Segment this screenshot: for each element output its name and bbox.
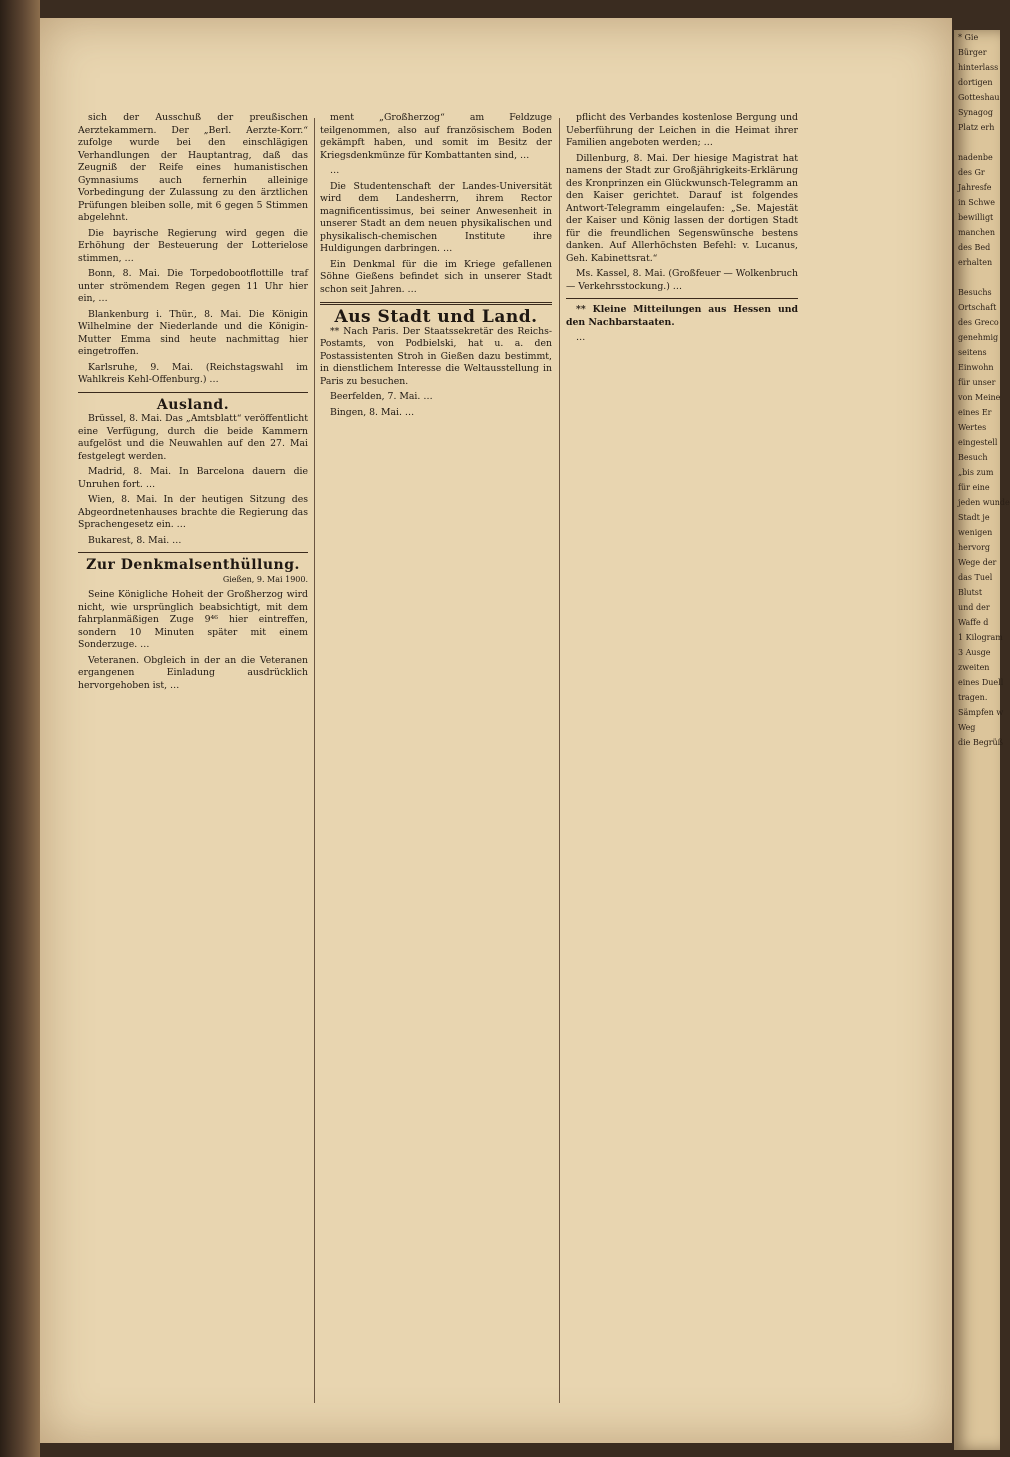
adjacent-page-line: Sämpfen w — [958, 708, 1004, 717]
adjacent-page-line: eines Er — [958, 408, 992, 417]
article-paragraph: Brüssel, 8. Mai. Das „Amtsblatt“ veröffentlicht eine Verfügung, durch die beide Kammern aufgelöst und die Neuwahlen auf den 27. Mai festgelegt werden. — [78, 413, 308, 462]
section-divider — [78, 392, 308, 393]
article-paragraph: … — [576, 332, 586, 343]
column-1 — [78, 112, 308, 1412]
article-paragraph: sich der Ausschuß der preußischen Aerztekammern. Der „Berl. Aerzte-Korr.“ zufolge wurde bei den einschlägigen Verhandlungen der Hauptantrag, daß das Zeugniß der Reife eines humanistischen Gymnasiums auch fernerhin alleinige Vorbedingung der Zulassung zu den ärztlichen Prüfungen bleiben solle, mit 6 gegen 5 Stimmen abgelehnt. — [78, 112, 308, 223]
article-paragraph: pflicht des Verbandes kostenlose Bergung und Ueberführung der Leichen in die Heimat ihrer Familien angeboten werden; … — [566, 112, 798, 148]
adjacent-page-line: „bis zum — [958, 468, 994, 477]
article-paragraph: Madrid, 8. Mai. In Barcelona dauern die Unruhen fort. … — [78, 466, 308, 490]
column-3 — [566, 112, 798, 1412]
article-paragraph: Die bayrische Regierung wird gegen die Erhöhung der Besteuerung der Lotterielose stimmen, … — [78, 227, 308, 264]
adjacent-page-line: bewilligt — [958, 213, 994, 222]
adjacent-page-line: Einwohn — [958, 363, 994, 372]
section-heading-denkmal: Zur Denkmalsenthüllung. — [86, 557, 300, 573]
article-paragraph: … — [330, 165, 340, 176]
book-gutter — [0, 0, 40, 1457]
adjacent-page-line: des Greco — [958, 318, 999, 327]
column-rule — [559, 118, 560, 1403]
article-paragraph: Ein Denkmal für die im Kriege gefallenen Söhne Gießens befindet sich in unserer Stadt schon seit Jahren. … — [320, 258, 552, 295]
adjacent-page-line: des Gr — [958, 168, 985, 177]
section-heading-kleine-mitteilungen: ** Kleine Mitteilungen aus Hessen und den Nachbarstaaten. — [566, 304, 798, 328]
adjacent-page-line: eines Duell — [958, 678, 1004, 687]
adjacent-page-line: dortigen — [958, 78, 993, 87]
adjacent-page-line: jeden wunde — [958, 498, 1010, 507]
article-paragraph: Veteranen. Obgleich in der an die Veteranen ergangenen Einladung ausdrücklich hervorgehoben ist, … — [78, 654, 308, 691]
article-paragraph: ** Nach Paris. Der Staatssekretär des Reichs-Postamts, von Podbielski, hat u. a. den Postassistenten Stroh in Gießen dazu bestimmt, in dienstlichem Interesse die Weltausstellung in Paris zu besuchen. — [320, 325, 552, 387]
adjacent-page-line: 1 Kilogram — [958, 633, 1003, 642]
article-paragraph: Bingen, 8. Mai. … — [330, 406, 415, 418]
adjacent-page-line: erhalten — [958, 258, 993, 267]
adjacent-page-line: Gotteshau — [958, 93, 1000, 102]
column-2 — [320, 112, 552, 1412]
adjacent-page-line — [954, 270, 1000, 285]
adjacent-page-line: eingestell — [958, 438, 998, 447]
adjacent-page-line: die Begrüß — [958, 738, 1004, 747]
adjacent-page-line: für unser — [958, 378, 996, 387]
article-paragraph: Die Studentenschaft der Landes-Universität wird dem Landesherrn, ihrem Rector magnificentissimus, bei seiner Anwesenheit in unserer Stadt an dem neuen physikalischen und physikalisch-chemischen Institute ihre Huldigungen darbringen. … — [320, 180, 552, 254]
adjacent-page-line: tragen. — [958, 693, 988, 702]
section-divider — [78, 552, 308, 553]
adjacent-page-line: Ortschaft — [958, 303, 997, 312]
section-divider — [566, 298, 798, 299]
section-heading-stadt-und-land: Aus Stadt und Land. — [334, 307, 538, 327]
article-paragraph: ment „Großherzog“ am Feldzuge teilgenommen, also auf französischem Boden gekämpft haben, und somit im Besitz der Kriegsdenkmünze für Kombattanten sind, … — [320, 112, 552, 161]
article-paragraph: Karlsruhe, 9. Mai. (Reichstagswahl im Wahlkreis Kehl-Offenburg.) … — [78, 361, 308, 385]
adjacent-page-line: hervorg — [958, 543, 990, 552]
adjacent-page-line: nadenbe — [958, 153, 993, 162]
article-paragraph: Beerfelden, 7. Mai. … — [330, 391, 433, 402]
article-paragraph: Wien, 8. Mai. In der heutigen Sitzung des Abgeordnetenhauses brachte die Regierung das Sprachengesetz ein. … — [78, 494, 308, 530]
adjacent-page-line: Besuch — [958, 453, 988, 462]
adjacent-page-line: und der — [958, 603, 990, 612]
adjacent-page-line: * Gie — [958, 33, 979, 42]
adjacent-page-line: Bürger — [958, 48, 987, 57]
article-paragraph: Seine Königliche Hoheit der Großherzog wird nicht, wie ursprünglich beabsichtigt, mit dem fahrplanmäßigen Zuge 9⁴⁶ hier eintreffen, sondern 10 Minuten später mit einem Sonderzuge. … — [78, 589, 308, 650]
adjacent-page-line: Weg — [958, 723, 976, 732]
adjacent-page-line: Platz erh — [958, 123, 995, 132]
adjacent-page-line: Waffe d — [958, 618, 989, 627]
adjacent-page-edge — [954, 30, 1010, 1450]
adjacent-page-line: wenigen — [958, 528, 993, 537]
column-rule — [314, 118, 315, 1403]
section-heading-ausland: Ausland. — [156, 396, 230, 413]
adjacent-page-line: des Bed — [958, 243, 991, 252]
adjacent-page-line — [954, 135, 1000, 150]
adjacent-page-line: Besuchs — [958, 288, 992, 297]
adjacent-page-line: 3 Ausge — [958, 648, 991, 657]
adjacent-page-line: hinterlass — [958, 63, 999, 72]
adjacent-page-line: Blutst — [958, 588, 983, 597]
adjacent-page-line: Jahresfe — [958, 183, 992, 192]
adjacent-page-line: Wege der — [958, 558, 997, 567]
adjacent-page-line: für eine — [958, 483, 990, 492]
article-paragraph: Bonn, 8. Mai. Die Torpedobootflottille traf unter strömendem Regen gegen 11 Uhr hier ein, … — [78, 268, 308, 304]
adjacent-page-line: von Meine — [958, 393, 1001, 402]
adjacent-page-line: Stadt je — [958, 513, 990, 522]
adjacent-page-line: in Schwe — [958, 198, 995, 207]
article-paragraph: Bukarest, 8. Mai. … — [88, 534, 182, 546]
adjacent-page-line: manchen — [958, 228, 996, 237]
adjacent-page-line: zweiten — [958, 663, 990, 672]
article-paragraph: Blankenburg i. Thür., 8. Mai. Die Königin Wilhelmine der Niederlande und die Königin-Mutter Emma sind heute nachmittag hier eingetroffen. — [78, 308, 308, 357]
adjacent-page-line: Wertes — [958, 423, 987, 432]
section-divider — [320, 302, 552, 305]
article-paragraph: Ms. Kassel, 8. Mai. (Großfeuer — Wolkenbruch — Verkehrsstockung.) … — [566, 268, 798, 292]
adjacent-page-line: Synagog — [958, 108, 993, 117]
adjacent-page-line: genehmig — [958, 333, 999, 342]
article-paragraph: Dillenburg, 8. Mai. Der hiesige Magistrat hat namens der Stadt zur Großjährigkeits-Erklärung des Kronprinzen ein Glückwunsch-Telegramm an den Kaiser gerichtet. Darauf ist folgendes Antwort-Telegramm eingelaufen: „Se. Majestät der Kaiser und König lassen der dortigen Stadt für die freundlichen Segenswünsche bestens danken. Auf Allerhöchsten Befehl: v. Lucanus, Geh. Kabinettsrat.“ — [566, 152, 798, 264]
adjacent-page-line: das Tuel — [958, 573, 993, 582]
dateline: Gießen, 9. Mai 1900. — [222, 574, 308, 584]
adjacent-page-line: seitens — [958, 348, 987, 357]
